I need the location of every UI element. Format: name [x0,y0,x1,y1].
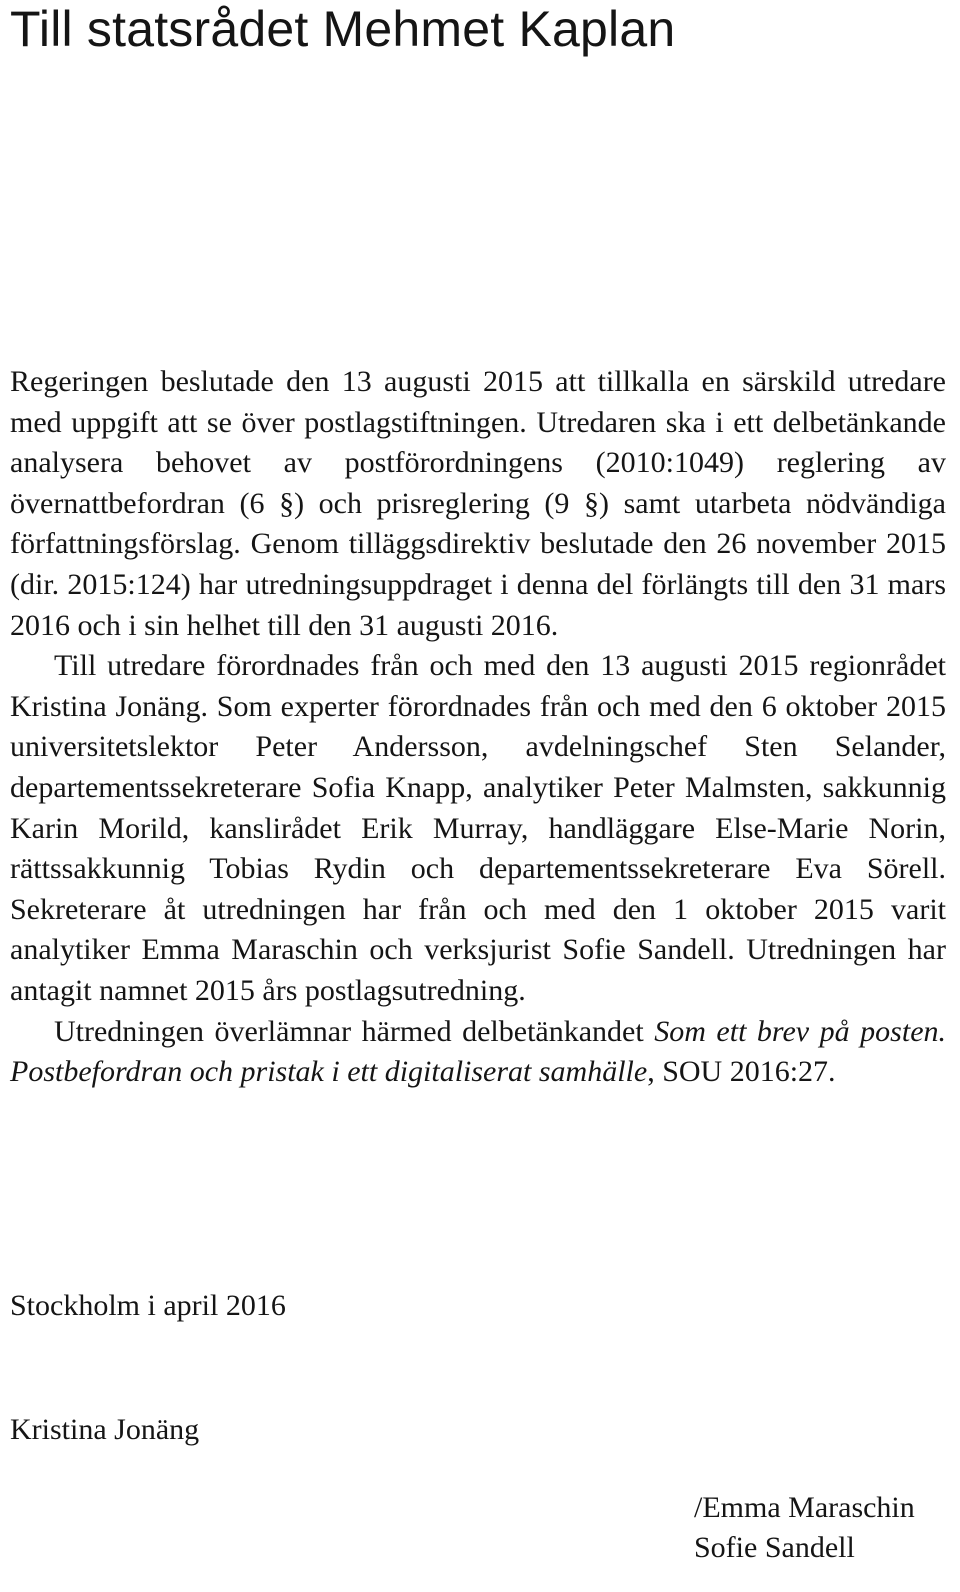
cosigners [694,1488,915,1568]
submission-intro: Utredningen överlämnar härmed delbetänkandet [54,1014,644,1048]
place-date: Stockholm i april 2016 [10,1289,286,1322]
paragraph-appointments: Till utredare förordnades från och med den 13 augusti 2015 regionrådet Kristina Jonäng. Som experter förordnades från och med den 6 oktober 2015 universitetslektor Peter Andersson, avdelningschef Sten Selander, departementssekreterare Sofia Knapp, analytiker Peter Malmsten, sakkunnig Karin Morild, kanslirådet Erik Murray, handläggare Else-Marie Norin, rättssakkunnig Tobias Rydin och departementssekreterare Eva Sörell. Sekreterare åt utredningen har från och med den 1 oktober 2015 varit analytiker Emma Maraschin och verksjurist Sofie Sandell. Utredningen har antagit namnet 2015 års postlagsutredning. [10,649,946,1007]
report-number: , SOU 2016:27. [647,1055,836,1089]
paragraph-assignment: Regeringen beslutade den 13 augusti 2015 att tillkalla en särskild utredare med uppgift att se över postlagstiftningen. Utredaren ska i ett delbetänkande analysera behovet av postförordningens (2010:1049) reglering av övernattbefordran (6 §) och prisreglering (9 §) samt utarbeta nödvändiga författningsförslag. Genom tilläggsdirektiv beslutade den 26 november 2015 (dir. 2015:124) har utredningsuppdraget i denna del förlängts till den 31 mars 2016 och i sin helhet till den 31 augusti 2016. [10,365,946,642]
page-title: Till statsrådet Mehmet Kaplan [10,1,676,57]
letter-body [10,362,946,1093]
report-title: Som ett brev på posten. Postbefordran och pristak i ett digitaliserat samhälle [10,1014,947,1089]
cosigner-name: Sofie Sandell [694,1531,855,1564]
signer-name: Kristina Jonäng [10,1413,200,1446]
paragraph-submission [10,1012,946,1093]
cosigner-name: /Emma Maraschin [694,1491,915,1524]
